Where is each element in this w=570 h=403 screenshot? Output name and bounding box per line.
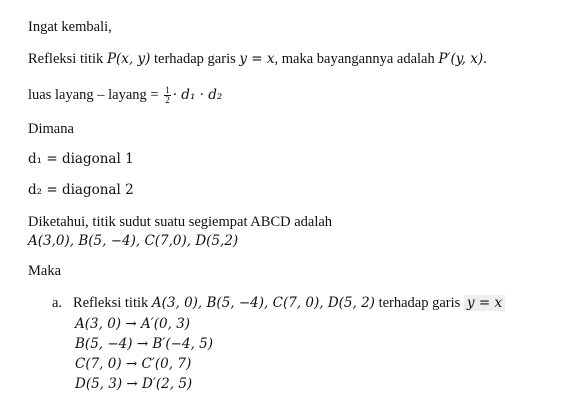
reflection-pre: Refleksi titik: [28, 51, 107, 67]
known-points: A(3,0), B(5, −4), C(7,0), D(5,2): [28, 233, 239, 249]
part-a-pre: Refleksi titik: [72, 295, 152, 311]
known-text: Diketahui, titik sudut suatu segiempat ABCD adalah: [28, 214, 333, 230]
reflection-rule: [28, 50, 487, 68]
result-b: B(5, −4) → B′(−4, 5): [75, 336, 214, 352]
dimana-text: Dimana: [28, 121, 74, 137]
half-fraction: [164, 86, 171, 105]
maka-text: Maka: [28, 263, 62, 279]
reflection-post: , maka bayangannya adalah: [274, 51, 439, 67]
d2-definition: d₂ = diagonal 2: [28, 182, 134, 198]
kite-area-formula: [28, 86, 222, 105]
reflection-point: P(x, y): [106, 51, 151, 67]
result-a: A(3, 0) → A′(0, 3): [75, 316, 191, 332]
result-d: D(5, 3) → D′(2, 5): [75, 376, 193, 392]
reflection-mid: terhadap garis: [150, 51, 240, 67]
part-a-marker: a.: [52, 295, 63, 311]
kite-diagonals: · d₁ · d₂: [172, 87, 223, 103]
reflection-line: y = x: [239, 51, 275, 67]
part-a-line-eq: y = x: [464, 295, 505, 311]
reflection-image: P′(y, x): [438, 51, 484, 67]
kite-label: luas layang – layang =: [28, 87, 163, 103]
part-a-mid: terhadap garis: [374, 295, 464, 311]
intro-text: Ingat kembali,: [28, 19, 112, 35]
part-a-points: A(3, 0), B(5, −4), C(7, 0), D(5, 2): [151, 295, 375, 311]
reflection-end: .: [483, 51, 487, 67]
part-a-line: [52, 294, 505, 312]
d1-definition: d₁ = diagonal 1: [28, 151, 134, 167]
fraction-numerator: 1: [165, 85, 170, 96]
result-c: C(7, 0) → C′(0, 7): [75, 356, 192, 372]
fraction-denominator: 2: [165, 95, 170, 106]
